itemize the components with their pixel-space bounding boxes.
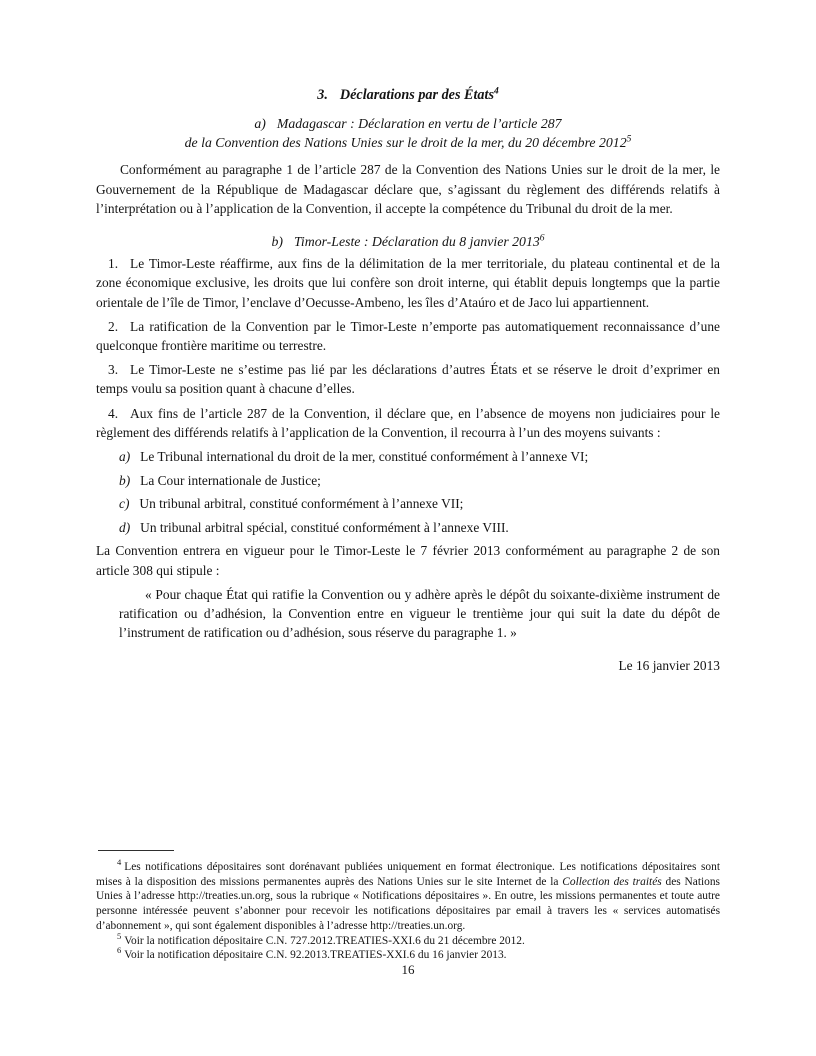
paragraph-2-text: La ratification de la Convention par le Timor-Leste n’emporte pas automatiquement reconnaissance d’une quelconque frontière maritime ou terrestre. xyxy=(96,318,720,354)
subsection-a-title-line1: Madagascar : Déclaration en vertu de l’article 287 xyxy=(276,116,562,131)
paragraph-3-text: Le Timor-Leste ne s’estime pas lié par les déclarations d’autres États et se réserve le droit d’exprimer en temps voulu sa position quant à chacune d’elles. xyxy=(96,362,720,397)
list-item-c-label: c) xyxy=(119,496,130,512)
paragraph-1-text: Le Timor-Leste réaffirme, aux fins de la délimitation de la mer territoriale, du plateau continental et de la zone économique exclusive, les droits que lui confère son droit interne, qui établit depuis longtemps que la partie orientale de l’île de Timor, l’enclave d’Oecusse-Ambeno, les îles d’Ataúro et de Jaco lui appartiennent. xyxy=(96,256,720,310)
document-content xyxy=(96,86,720,681)
subsection-a-label: a) xyxy=(254,116,266,131)
list-item-d xyxy=(96,518,720,537)
list-item-d-text: Un tribunal arbitral spécial, constitué conformément à l’annexe VIII. xyxy=(140,519,509,535)
footnote-4-text-before: Les notifications dépositaires sont dorénavant publiées uniquement en format électronique. Les notifications dépositaires sont mises à la disposition des missions permanentes auprès des Nations Unies sur le site Internet de la xyxy=(96,861,720,888)
footnote-5-number: 5 xyxy=(117,930,122,941)
list-item-b-text: La Cour internationale de Justice; xyxy=(140,472,321,488)
subsection-a-heading-line2 xyxy=(96,133,720,152)
list-item-b xyxy=(96,471,720,490)
subsection-b-footnote-ref: 6 xyxy=(539,233,545,244)
list-item-c-text: Un tribunal arbitral, constitué conformément à l’annexe VII; xyxy=(139,496,464,512)
footnote-4-number: 4 xyxy=(117,857,122,868)
date-line: Le 16 janvier 2013 xyxy=(618,658,720,674)
list-item-a-label: a) xyxy=(119,449,131,465)
footnote-5 xyxy=(96,930,720,949)
subsection-a-heading xyxy=(96,114,720,152)
list-item-c xyxy=(96,494,720,513)
paragraph-3 xyxy=(96,360,720,398)
paragraph-madagascar: Conformément au paragraphe 1 de l’article 287 de la Convention des Nations Unies sur le droit de la mer, le Gouvernement de la République de Madagascar déclare que, s’agissant du règlement des différends relatifs à l’interprétation ou à l’application de la Convention, il accepte la compétence du Tribunal du droit de la mer. xyxy=(96,162,720,216)
footnote-5-text: Voir la notification dépositaire C.N. 727.2012.TREATIES-XXI.6 du 21 décembre 2012. xyxy=(124,934,525,947)
subsection-b-title: Timor-Leste : Déclaration du 8 janvier 2013 xyxy=(293,234,540,250)
section-heading-number: 3. xyxy=(317,87,328,103)
footnote-6-number: 6 xyxy=(117,945,122,956)
footnote-4 xyxy=(96,857,720,934)
subsection-b-heading xyxy=(96,232,720,251)
subsection-a-heading-line1 xyxy=(96,114,720,133)
paragraph-1 xyxy=(96,254,720,312)
footnote-6 xyxy=(96,945,720,963)
subsection-a-footnote-ref: 5 xyxy=(626,134,632,145)
paragraph-2-number: 2. xyxy=(108,318,119,334)
paragraph-1-number: 1. xyxy=(108,256,119,272)
footnote-6-text: Voir la notification dépositaire C.N. 92.2013.TREATIES-XXI.6 du 16 janvier 2013. xyxy=(124,949,507,962)
subsection-a-title-line2: de la Convention des Nations Unies sur le droit de la mer, du 20 décembre 2012 xyxy=(184,135,627,151)
paragraph-4 xyxy=(96,404,720,442)
paragraph-closing: La Convention entrera en vigueur pour le Timor-Leste le 7 février 2013 conformément au paragraphe 2 de son article 308 qui stipule : xyxy=(96,543,720,578)
section-heading xyxy=(96,86,720,104)
list-item-d-label: d) xyxy=(119,519,131,535)
section-heading-title: Déclarations par des États xyxy=(339,87,494,103)
paragraph-4-number: 4. xyxy=(108,405,119,421)
heading-footnote-ref: 4 xyxy=(494,86,499,97)
paragraph-4-text: Aux fins de l’article 287 de la Convention, il déclare que, en l’absence de moyens non judiciaires pour le règlement des différends relatifs à l’application de la Convention, il recourra à l’un des moyens suivants : xyxy=(96,405,720,440)
page-number: 16 xyxy=(401,962,415,977)
list-item-a xyxy=(96,447,720,466)
footnotes-section xyxy=(96,850,720,963)
footnote-4-text-italic: Collection des traités xyxy=(562,875,662,888)
list-item-a-text: Le Tribunal international du droit de la mer, constitué conformément à l’annexe VI; xyxy=(140,449,589,465)
paragraph-2 xyxy=(96,317,720,355)
quote-article-308: « Pour chaque État qui ratifie la Convention ou y adhère après le dépôt du soixante-dixième instrument de ratification ou d’adhésion, la Convention entre en vigueur le trentième jour qui suit la date du dépôt de l’instrument de ratification ou d’adhésion, sous réserve du paragraphe 1. » xyxy=(119,586,720,641)
paragraph-3-number: 3. xyxy=(108,362,119,378)
footnote-4-text-after: des Nations Unies à l’adresse http://treaties.un.org, sous la rubrique « Notifications dépositaires ». En outre, les missions permanentes et toute autre personne intéressée peuvent s’abonner pour recevoir les notifications dépositaires par email à travers les « services automatisés d’abonnement », qui sont également disponibles à l’adresse http://treaties.un.org. xyxy=(96,875,720,932)
list-item-b-label: b) xyxy=(119,472,131,488)
footnote-separator xyxy=(98,850,174,851)
subsection-b-label: b) xyxy=(271,234,283,250)
